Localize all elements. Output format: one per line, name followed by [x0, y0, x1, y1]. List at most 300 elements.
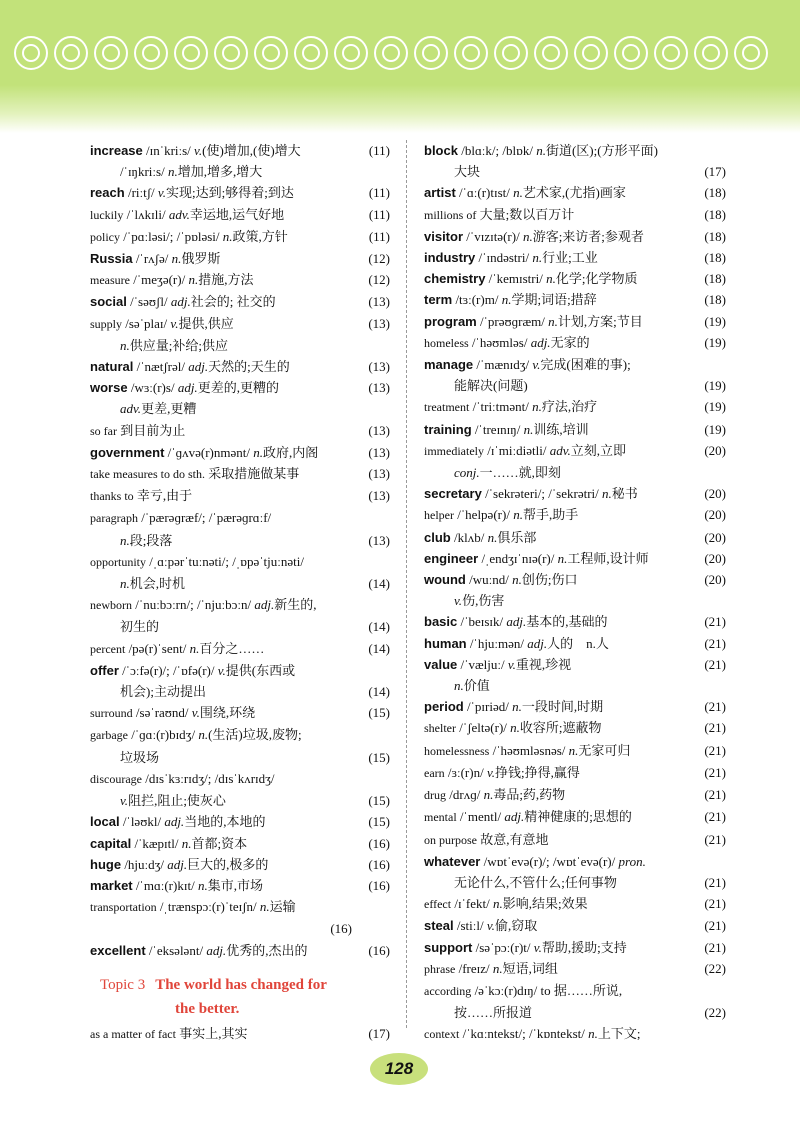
- headword: manage: [424, 357, 474, 373]
- part-of-speech: adj.: [167, 856, 188, 872]
- vocab-line: [424, 980, 726, 1002]
- phonetic: /wɜː(r)s/: [130, 380, 175, 396]
- vocab-line: [90, 790, 390, 811]
- vocab-line: [424, 915, 726, 936]
- definition: 工程师,设计师: [567, 550, 649, 566]
- definition: 秘书: [611, 486, 638, 502]
- definition: 挣钱;挣得,赢得: [495, 764, 580, 780]
- headword: basic: [424, 614, 458, 630]
- definition: 巨大的,极多的: [187, 856, 269, 872]
- definition: 更差的,更糟的: [197, 380, 279, 396]
- vocab-line: [90, 313, 390, 335]
- part-of-speech: n.: [492, 896, 503, 912]
- headword: luckily: [90, 207, 124, 222]
- ring-icon: [414, 36, 448, 70]
- part-of-speech: n.: [557, 550, 568, 566]
- lesson-number: (11): [368, 143, 390, 158]
- definition: 当地的,本地的: [184, 814, 266, 830]
- headword: paragraph: [90, 511, 138, 526]
- headword: take measures to do sth.: [90, 467, 205, 482]
- part-of-speech: pron.: [618, 853, 646, 869]
- vocab-line: [90, 854, 390, 875]
- part-of-speech: n.: [501, 292, 512, 308]
- part-of-speech: v.: [486, 918, 495, 934]
- headword: chemistry: [424, 271, 486, 287]
- headword: according: [424, 983, 472, 998]
- headword: secretary: [424, 486, 482, 502]
- phonetic: /ˈkæpɪtl/: [134, 835, 179, 851]
- lesson-number: (20): [704, 507, 726, 523]
- vocab-line: [90, 594, 390, 616]
- vocab-line: [90, 896, 390, 918]
- definition: 价值: [463, 678, 490, 694]
- ring-icon: [454, 36, 488, 70]
- headword: capital: [90, 835, 132, 851]
- lesson-number: (13): [368, 466, 390, 482]
- part-of-speech: n.: [536, 143, 546, 158]
- lesson-number: (21): [704, 656, 726, 672]
- definition: 供应量;补给;供应: [129, 337, 228, 353]
- ring-icon: [54, 36, 88, 70]
- vocab-line: [424, 784, 726, 806]
- phonetic: /ˌtrænspɔː(r)ˈteɪʃn/: [159, 899, 257, 915]
- lesson-number: (21): [704, 809, 726, 825]
- headword: transportation: [90, 900, 157, 915]
- definition: 到目前为止: [120, 422, 186, 438]
- part-of-speech: n.: [522, 228, 533, 244]
- part-of-speech: n.: [198, 727, 209, 743]
- definition: 幸运地,运气好地: [189, 206, 285, 222]
- vocab-line: [424, 268, 726, 289]
- headword: drug: [424, 788, 446, 803]
- definition: 政府,内阁: [262, 444, 319, 460]
- definition: 一……就,即刻: [479, 465, 561, 481]
- lesson-number: (21): [704, 742, 726, 758]
- lesson-number: (21): [704, 614, 726, 630]
- phonetic: /əˈkɔː(r)dɪŋ/ to: [474, 982, 551, 998]
- headword: earn: [424, 765, 445, 780]
- vocab-line: [424, 762, 726, 784]
- vocab-line: [90, 442, 390, 463]
- vocab-line: [424, 740, 726, 762]
- definition: 俄罗斯: [181, 251, 221, 267]
- headword: steal: [424, 918, 454, 934]
- part-of-speech: n.: [171, 251, 182, 267]
- vocab-line: [424, 483, 726, 504]
- definition: 伤,伤害: [462, 593, 505, 609]
- phonetic: /ˈhjuːmən/: [469, 635, 525, 651]
- part-of-speech: v.: [120, 793, 129, 809]
- ring-icon: [174, 36, 208, 70]
- lesson-number: (13): [368, 315, 390, 331]
- vocab-line: [90, 182, 390, 203]
- phonetic: /riːtʃ/: [127, 185, 155, 201]
- ring-icon: [214, 36, 248, 70]
- vocab-line: [424, 419, 726, 440]
- vocab-line: [424, 937, 726, 958]
- part-of-speech: n.: [548, 313, 558, 329]
- definition: 机会,时机: [129, 576, 186, 592]
- vocab-line: [90, 638, 390, 660]
- definition: 完成(困难的事);: [540, 357, 631, 373]
- vocab-line: [424, 851, 726, 872]
- part-of-speech: v.: [170, 315, 179, 331]
- part-of-speech: adj.: [177, 380, 198, 396]
- phonetic: /ˈɔːfə(r)/; /ˈɒfə(r)/: [122, 662, 215, 678]
- ring-icon: [614, 36, 648, 70]
- phonetic: /səˈraʊnd/: [135, 705, 189, 721]
- headword: as a matter of fact: [90, 1026, 176, 1041]
- headword: market: [90, 877, 133, 893]
- lesson-number: (15): [368, 814, 390, 830]
- lesson-number: (20): [704, 442, 726, 458]
- vocab-line: [90, 660, 390, 681]
- definition: 幸亏,由于: [136, 488, 193, 504]
- definition: 政策,方针: [232, 228, 288, 244]
- definition: 收容所;遮蔽物: [519, 720, 602, 736]
- page-number: 128: [384, 1059, 414, 1078]
- vocab-line: [424, 611, 726, 632]
- definition: 偷,窃取: [494, 918, 538, 934]
- part-of-speech: n.: [513, 185, 523, 201]
- vocab-line: [424, 462, 726, 483]
- headword: supply: [90, 316, 123, 331]
- lesson-number: (21): [704, 635, 726, 651]
- phonetic: /ˈmɑː(r)kɪt/: [135, 877, 195, 893]
- vocab-line: [90, 161, 390, 182]
- part-of-speech: v.: [532, 357, 541, 373]
- part-of-speech: n.: [512, 572, 522, 588]
- lesson-number: (18): [704, 185, 726, 201]
- headword: local: [90, 814, 120, 830]
- lesson-number: (19): [704, 313, 726, 329]
- ring-icon: [734, 36, 768, 70]
- headword: visitor: [424, 228, 464, 244]
- definition: 首都;资本: [191, 835, 248, 851]
- phonetic: /tɜː(r)m/: [455, 292, 499, 308]
- definition: 机会);主动提出: [120, 684, 206, 700]
- part-of-speech: adv.: [120, 401, 142, 417]
- ring-icon: [94, 36, 128, 70]
- part-of-speech: v.: [191, 705, 200, 721]
- phonetic: /ˈmentl/: [459, 809, 502, 825]
- lesson-number: (16): [368, 835, 390, 851]
- vocab-line: [90, 335, 390, 356]
- definition: 能解决(问题): [454, 378, 528, 394]
- headword: human: [424, 635, 467, 651]
- ring-icon: [334, 36, 368, 70]
- vocab-line: [424, 527, 726, 548]
- phonetic: /stiːl/: [456, 918, 484, 934]
- definition: 大块: [454, 164, 481, 180]
- headword: program: [424, 313, 477, 329]
- headword: Russia: [90, 251, 133, 267]
- part-of-speech: n.: [487, 529, 498, 545]
- definition: 重视,珍视: [515, 656, 572, 672]
- vocab-line: [424, 569, 726, 590]
- lesson-number: (19): [704, 421, 726, 437]
- definition: 社会的; 社交的: [190, 294, 276, 310]
- lesson-number: (19): [704, 334, 726, 350]
- part-of-speech: n.: [532, 250, 543, 266]
- part-of-speech: adv.: [168, 206, 190, 222]
- definition: 帮手,助手: [522, 507, 579, 523]
- part-of-speech: n.: [532, 399, 542, 415]
- phonetic: /səˈplaɪ/: [125, 315, 168, 331]
- lesson-number: (18): [704, 292, 726, 308]
- phonetic: /ˈvæljuː/: [460, 656, 505, 672]
- vocab-line: [424, 872, 726, 893]
- vocab-line: [90, 768, 390, 790]
- vocab-line: [424, 1002, 726, 1023]
- lesson-number: (21): [704, 764, 726, 780]
- part-of-speech: n.: [602, 486, 612, 502]
- vocab-line: [424, 247, 726, 268]
- phonetic: /ˈɡʌvə(r)nmənt/: [167, 444, 250, 460]
- vocab-line: [90, 140, 390, 161]
- phonetic: /ˈɪndəstri/: [478, 250, 530, 266]
- lesson-number: (12): [368, 251, 390, 267]
- lesson-number: (14): [368, 640, 390, 656]
- part-of-speech: adv.: [549, 442, 571, 458]
- lesson-number: (18): [704, 206, 726, 222]
- definition: 提供,供应: [178, 315, 234, 331]
- lesson-number: (13): [368, 294, 390, 310]
- phonetic: /ˈhəʊmləs/: [471, 334, 528, 350]
- phonetic: /ˈprəʊɡræm/: [479, 313, 545, 329]
- vocab-line: [424, 311, 726, 332]
- lesson-number: (12): [368, 272, 390, 288]
- part-of-speech: n.: [188, 272, 199, 288]
- part-of-speech: v.: [217, 662, 226, 678]
- headword: period: [424, 699, 464, 715]
- headword: treatment: [424, 400, 470, 415]
- part-of-speech: n.: [568, 742, 579, 758]
- vocab-line: [424, 696, 726, 717]
- definition: 围绕,环绕: [199, 705, 256, 721]
- headword: surround: [90, 706, 133, 721]
- headword: worse: [90, 380, 128, 396]
- phonetic: /ˈsəʊʃl/: [130, 294, 168, 310]
- phonetic: /ˈʃeltə(r)/: [459, 720, 507, 736]
- phonetic: /ˈkemɪstri/: [488, 271, 543, 287]
- part-of-speech: adj.: [506, 614, 527, 630]
- definition: 精神健康的;思想的: [524, 809, 632, 825]
- headword: on purpose: [424, 832, 477, 847]
- lesson-number: (18): [704, 228, 726, 244]
- definition: 百分之……: [199, 640, 265, 656]
- definition: 计划,方案;节目: [557, 313, 643, 329]
- vocab-line: [424, 654, 726, 675]
- vocab-line: [90, 747, 390, 768]
- phonetic: /pə(r)ˈsent/: [128, 640, 187, 656]
- headword: measure: [90, 273, 130, 288]
- lesson-number: (14): [368, 684, 390, 700]
- phonetic: /ˈtriːtmənt/: [472, 399, 529, 415]
- headword: context: [424, 1027, 460, 1042]
- lesson-number: (13): [368, 359, 390, 375]
- ring-icon: [574, 36, 608, 70]
- vocab-line: [90, 530, 390, 551]
- topic-title-line2: the better.: [175, 1000, 240, 1017]
- vocab-column-right: [424, 140, 726, 1046]
- phonetic: /ˈɑː(r)tɪst/: [459, 185, 510, 201]
- vocab-line: [90, 724, 390, 746]
- vocab-line: [90, 398, 390, 419]
- headword: percent: [90, 641, 126, 656]
- lesson-number: (21): [704, 720, 726, 736]
- vocab-line: [424, 354, 726, 375]
- phonetic: /ˈɡɑː(r)bɪdʒ/: [131, 727, 196, 743]
- part-of-speech: adj.: [206, 942, 227, 958]
- lesson-number: (13): [368, 532, 390, 548]
- ring-icon: [494, 36, 528, 70]
- definition: 运输: [269, 899, 296, 915]
- part-of-speech: n.: [253, 444, 263, 460]
- lesson-number: (20): [704, 486, 726, 502]
- part-of-speech: n.: [181, 835, 192, 851]
- definition: 大量;数以百万计: [479, 206, 575, 222]
- definition: 毒品;药,药物: [493, 787, 566, 803]
- definition: 优秀的,杰出的: [226, 942, 308, 958]
- headword: industry: [424, 250, 476, 266]
- vocab-line: [424, 717, 726, 739]
- definition: 天然的;天生的: [208, 359, 290, 375]
- topic-label: Topic 3: [100, 976, 146, 993]
- definition: 化学;化学物质: [555, 271, 638, 287]
- phonetic: /ˌɑːpərˈtuːnəti/; /ˌɒpəˈtjuːnəti/: [149, 553, 304, 569]
- lesson-number: (22): [704, 960, 726, 976]
- headword: government: [90, 444, 165, 460]
- vocab-line: [90, 485, 390, 507]
- vocab-column-left: [90, 140, 390, 1045]
- definition: 新生的,: [274, 597, 317, 613]
- vocab-line: [424, 1023, 726, 1045]
- ring-icon: [254, 36, 288, 70]
- lesson-number: (21): [704, 699, 726, 715]
- lesson-number: (17): [704, 164, 726, 180]
- part-of-speech: n.: [483, 787, 494, 803]
- headword: opportunity: [90, 554, 146, 569]
- vocab-line: [424, 675, 726, 696]
- phonetic: /ˌendʒɪˈnɪə(r)/: [481, 550, 555, 566]
- part-of-speech: n.: [120, 337, 130, 353]
- lesson-number: (21): [704, 896, 726, 912]
- headword: natural: [90, 359, 134, 375]
- lesson-number: (11): [368, 185, 390, 201]
- definition: 实现;达到;够得着;到达: [165, 185, 294, 201]
- lesson-number: (21): [704, 787, 726, 803]
- definition: 影响,结果;效果: [502, 896, 588, 912]
- vocab-line: [90, 551, 390, 573]
- vocab-line: [90, 356, 390, 377]
- part-of-speech: adj.: [530, 334, 551, 350]
- definition: 基本的,基础的: [526, 614, 608, 630]
- definition: 短语,词组: [502, 960, 558, 976]
- lesson-number: (13): [368, 444, 390, 460]
- part-of-speech: n.: [513, 507, 523, 523]
- lesson-number: (17): [368, 1025, 390, 1041]
- vocab-line: [424, 548, 726, 569]
- vocab-line: [90, 1023, 390, 1045]
- lesson-number: (21): [704, 918, 726, 934]
- phonetic: /ˈkɑːntekst/; /ˈkɒntekst/: [462, 1026, 585, 1042]
- part-of-speech: adj.: [504, 809, 525, 825]
- vocab-line: [424, 590, 726, 611]
- phonetic: /ˈmænɪdʒ/: [476, 357, 530, 373]
- phonetic: /ˈpærəɡræf/; /ˈpærəɡrɑːf/: [141, 510, 272, 526]
- lesson-number: (16): [330, 921, 352, 937]
- phonetic: /ɪˈfekt/: [454, 896, 490, 912]
- ring-icon: [374, 36, 408, 70]
- headword: newborn: [90, 598, 132, 613]
- definition: 按……所报道: [454, 1005, 533, 1021]
- vocab-line: [424, 375, 726, 396]
- lesson-number: (19): [704, 378, 726, 394]
- lesson-number: (15): [368, 793, 390, 809]
- headword: training: [424, 421, 472, 437]
- definition: 俱乐部: [497, 529, 537, 545]
- phonetic: /ˈpɑːləsi/; /ˈpɒləsi/: [123, 228, 220, 244]
- definition: 事实上,其实: [179, 1025, 248, 1041]
- lesson-number: (13): [368, 422, 390, 438]
- part-of-speech: n.: [167, 164, 178, 180]
- part-of-speech: n.: [120, 532, 130, 548]
- part-of-speech: adj.: [527, 635, 548, 651]
- definition: 初生的: [120, 619, 160, 635]
- vocab-line: [90, 875, 390, 896]
- vocab-line: [424, 958, 726, 980]
- headword: artist: [424, 185, 456, 201]
- definition: 行业;工业: [542, 250, 598, 266]
- phonetic: /dɪsˈkɜːrɪdʒ/; /dɪsˈkʌrɪdʒ/: [145, 770, 275, 786]
- part-of-speech: n.: [546, 271, 556, 287]
- headword: discourage: [90, 771, 142, 786]
- vocab-line: [90, 248, 390, 269]
- phonetic: /ˈeksələnt/: [148, 942, 204, 958]
- part-of-speech: n.: [454, 678, 464, 694]
- phonetic: /ɪnˈkriːs/: [146, 143, 191, 158]
- page-header: [0, 0, 800, 133]
- headword: whatever: [424, 853, 481, 869]
- lesson-number: (20): [704, 550, 726, 566]
- phonetic: /səˈpɔː(r)t/: [475, 939, 531, 955]
- phonetic: /ˈpɪriəd/: [466, 699, 509, 715]
- headword: reach: [90, 185, 125, 201]
- headword: offer: [90, 662, 119, 678]
- part-of-speech: n.: [510, 720, 520, 736]
- lesson-number: (20): [704, 529, 726, 545]
- headword: wound: [424, 572, 466, 588]
- phonetic: /freɪz/: [458, 960, 490, 976]
- vocab-line: [90, 702, 390, 724]
- lesson-number: (21): [704, 831, 726, 847]
- lesson-number: (18): [704, 250, 726, 266]
- phonetic: /wuːnd/: [469, 572, 509, 588]
- definition: 艺术家,(尤指)画家: [522, 185, 626, 201]
- vocab-line: [424, 396, 726, 418]
- definition: 疗法,治疗: [541, 399, 598, 415]
- lesson-number: (13): [368, 488, 390, 504]
- vocab-line: [90, 226, 390, 248]
- ring-icon: [654, 36, 688, 70]
- definition: 创伤;伤口: [521, 572, 578, 588]
- phonetic: /wɒtˈevə(r)/; /wɒtˈevə(r)/: [483, 853, 616, 869]
- vocab-line: [90, 420, 390, 442]
- definition: 故意,有意地: [480, 831, 549, 847]
- definition: 措施,方法: [198, 272, 254, 288]
- phonetic: /ˈvɪzɪtə(r)/: [466, 228, 520, 244]
